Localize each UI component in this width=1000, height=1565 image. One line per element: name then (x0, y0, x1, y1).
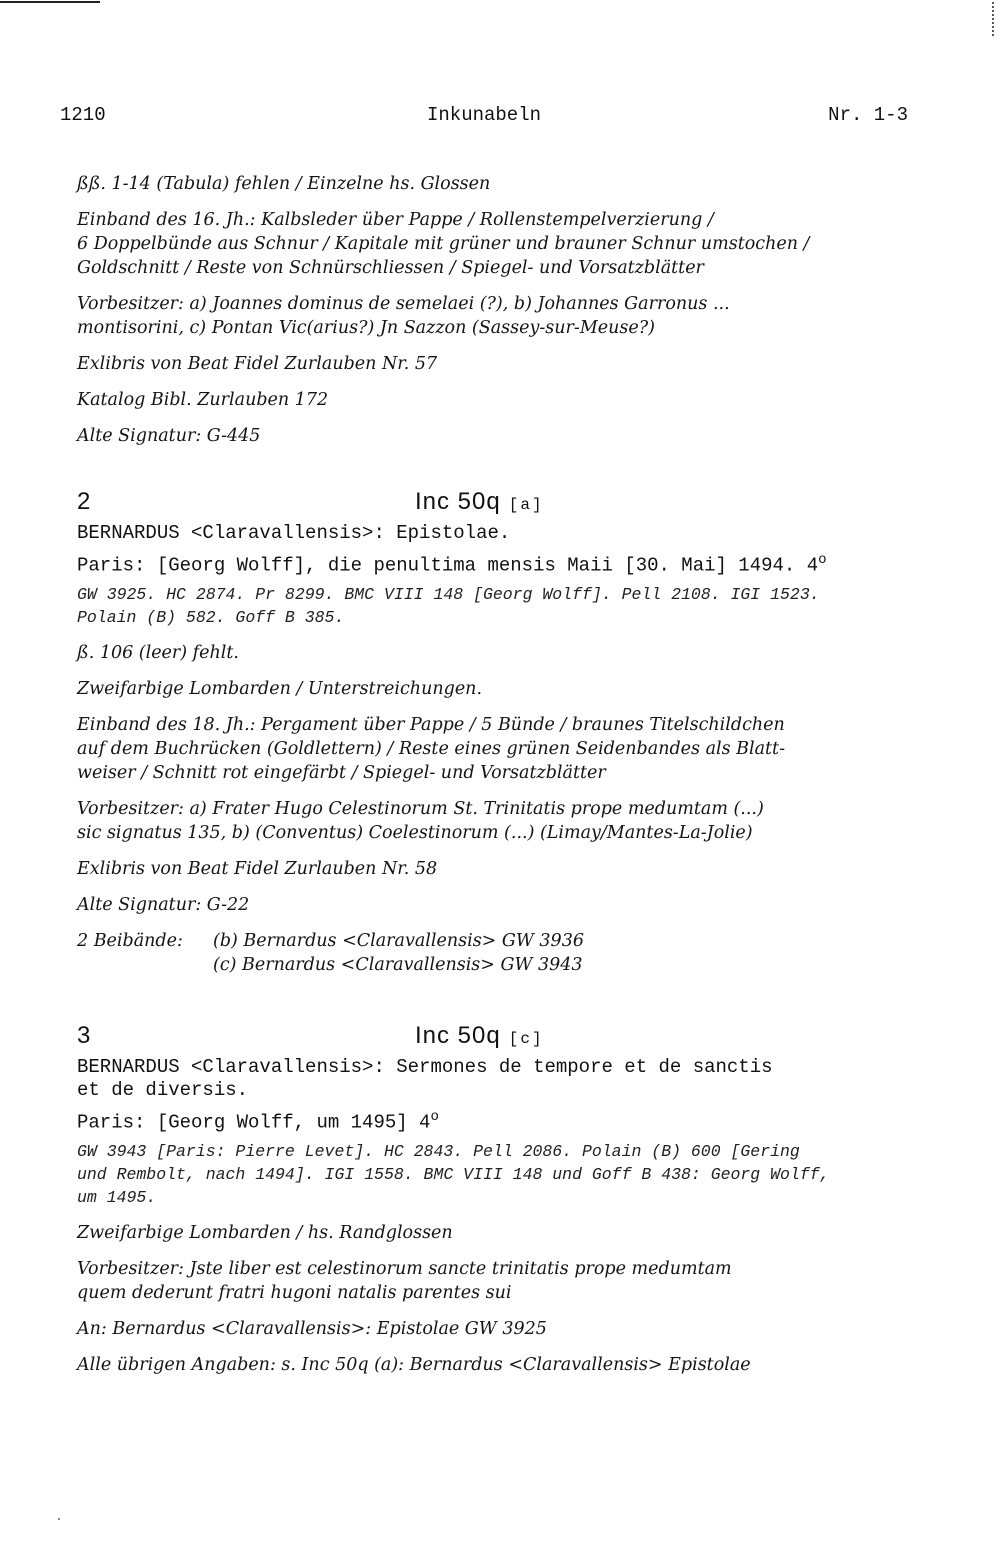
entry-2-provenance: Vorbesitzer: a) Frater Hugo Celestinorum St. Trinitatis prope medumtam (...) sic signatus 135, b) (Conventus) Coelestinorum (...) (Limay/Mantes-La-Jolie) (77, 799, 764, 844)
entry-2-exlibris: Exlibris von Beat Fidel Zurlauben Nr. 58 (77, 859, 438, 880)
entry-3-bibliography: GW 3943 [Paris: Pierre Levet]. HC 2843. Pell 2086. Polain (B) 600 [Gering und Rembolt, nach 1494]. IGI 1558. BMC VIII 148 und Goff B 438: Georg Wolff, um 1495. (77, 1142, 830, 1208)
entry-3-shelfmark: Inc 50q [c] (415, 1022, 544, 1049)
entry-3-other-details: Alle übrigen Angaben: s. Inc 50q (a): Bernardus <Claravallensis> Epistolae (77, 1355, 751, 1376)
bound-with-label: 2 Beibände: (77, 931, 183, 952)
entry-2 (77, 488, 957, 977)
entry-3-imprint: Paris: [Georg Wolff, um 1495] 4$^o$ (77, 1109, 439, 1134)
page-number: 1210 (60, 104, 106, 126)
entry-2-imprint: Paris: [Georg Wolff], die penultima mensis Maii [30. Mai] 1494. 4$^o$ (77, 552, 827, 577)
bound-with-item: (b) Bernardus <Claravallensis> GW 3936 (213, 931, 584, 952)
entry-1-leaves: ßß. 1-14 (Tabula) fehlen / Einzelne hs. Glossen (77, 174, 491, 194)
entry-1-old-signature: Alte Signatur: G-445 (77, 426, 261, 446)
entry-2-binding: Einband des 18. Jh.: Pergament über Pappe / 5 Bünde / braunes Titelschildchen auf dem Buchrücken (Goldlettern) / Reste eines grünen Seidenbandes als Blatt- weiser / Schnitt rot eingefärbt / Spiegel- und Vorsatzblätter (77, 715, 786, 784)
entry-2-old-signature: Alte Signatur: G-22 (77, 895, 250, 916)
entry-1-catalog: Katalog Bibl. Zurlauben 172 (77, 390, 329, 410)
entry-3 (77, 1022, 957, 1389)
entry-3-heading (77, 1022, 957, 1054)
scan-speck (58, 1518, 60, 1520)
entry-3-reference: An: Bernardus <Claravallensis>: Epistolae GW 3925 (77, 1319, 547, 1340)
entry-range: Nr. 1-3 (828, 104, 908, 126)
entry-2-shelfmark: Inc 50q [a] (415, 488, 544, 515)
edge-dots (992, 2, 996, 36)
running-title: Inkunabeln (426, 104, 542, 126)
entry-3-number: 3 (77, 1022, 91, 1049)
entry-2-decoration: Zweifarbige Lombarden / Unterstreichungen. (77, 679, 483, 700)
entry-3-title: BERNARDUS <Claravallensis>: Sermones de tempore et de sanctis et de diversis. (77, 1056, 773, 1101)
bound-with-item: (c) Bernardus <Claravallensis> GW 3943 (213, 955, 583, 976)
entry-1-provenance: Vorbesitzer: a) Joannes dominus de semelaei (?), b) Johannes Garronus ... montisorini, c) Pontan Vic(arius?) Jn Sazzon (Sassey-sur-Meuse?) (77, 294, 730, 338)
entry-2-bound-with (77, 929, 957, 977)
entry-1-binding: Einband des 16. Jh.: Kalbsleder über Pappe / Rollenstempelverzierung / 6 Doppelbünde aus Schnur / Kapitale mit grüner und brauner Schnur umstochen / Goldschnitt / Reste von Schnürschliessen / Spiegel- und Vorsatzblätter (77, 210, 810, 278)
entry-2-title: BERNARDUS <Claravallensis>: Epistolae. (77, 522, 511, 544)
entry-1 (77, 172, 957, 460)
entry-2-leaves: ß. 106 (leer) fehlt. (77, 643, 239, 664)
top-rule (0, 1, 100, 3)
entry-2-bibliography: GW 3925. HC 2874. Pr 8299. BMC VIII 148 [Georg Wolff]. Pell 2108. IGI 1523. Polain (B) 582. Goff B 385. (77, 585, 820, 628)
entry-3-decoration: Zweifarbige Lombarden / hs. Randglossen (77, 1223, 453, 1244)
entry-3-provenance: Vorbesitzer: Jste liber est celestinorum sancte trinitatis prope medumtam quem dederunt fratri hugoni natalis parentes sui (77, 1259, 732, 1304)
entry-2-heading (77, 488, 957, 520)
entry-1-exlibris: Exlibris von Beat Fidel Zurlauben Nr. 57 (77, 354, 438, 374)
entry-2-number: 2 (77, 488, 91, 515)
